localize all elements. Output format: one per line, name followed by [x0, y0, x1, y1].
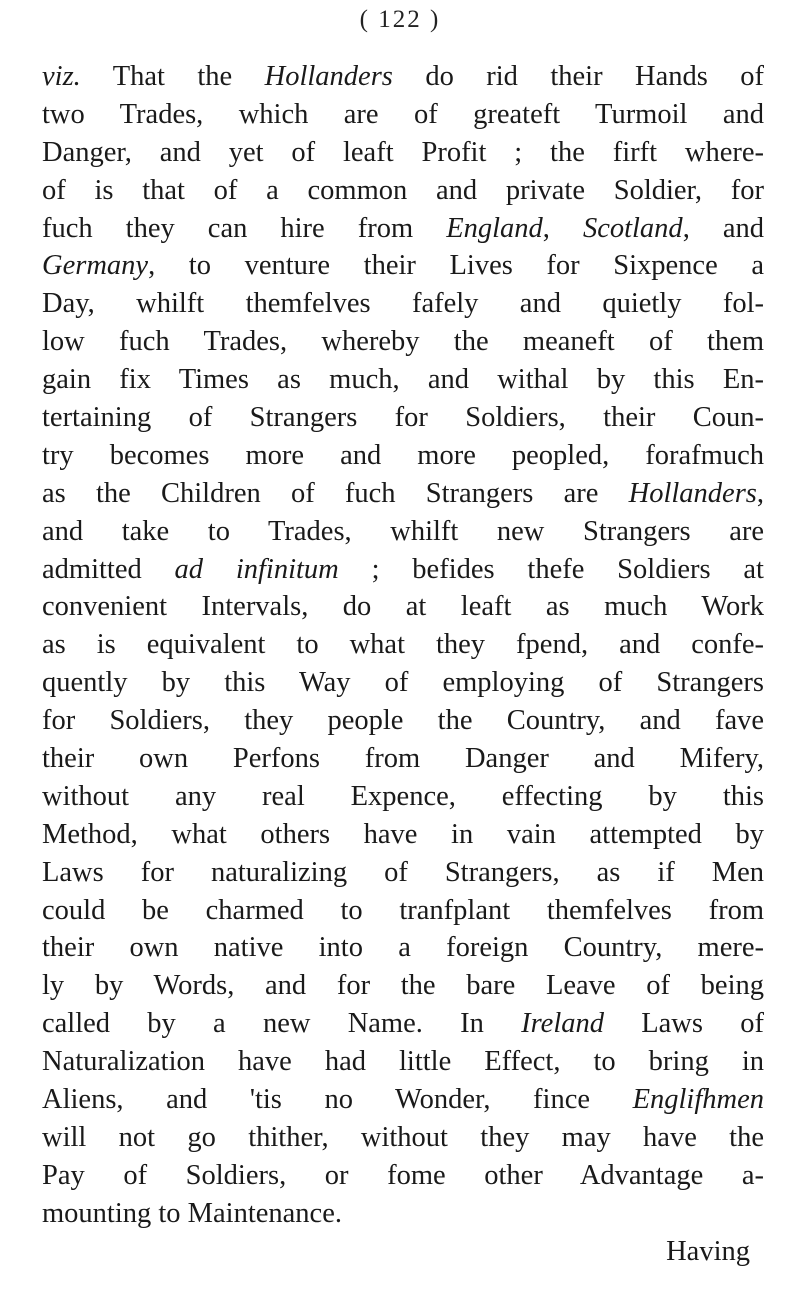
text-run: Method, what others have in vain attempted by: [42, 818, 764, 850]
text-line: [42, 626, 764, 664]
text-run: low fuch Trades, whereby the meaneft of them: [42, 326, 764, 358]
text-run: ly by Words, and for the bare Leave of being: [42, 970, 764, 1002]
text-run: mounting to Maintenance.: [42, 1197, 342, 1229]
text-line: [42, 1081, 764, 1119]
text-line: [42, 96, 764, 134]
text-run: admitted: [42, 553, 175, 585]
text-run: for Soldiers, they people the Country, and fave: [42, 705, 764, 737]
italic-text: ad infinitum: [174, 553, 339, 585]
text-run: quently by this Way of employing of Strangers: [42, 667, 764, 699]
text-run: convenient Intervals, do at leaft as much Work: [42, 591, 764, 623]
text-line: [42, 513, 764, 551]
text-line: [42, 247, 764, 285]
text-line: [42, 1005, 764, 1043]
text-run: Naturalization have had little Effect, to bring in: [42, 1046, 764, 1078]
text-run: Laws for naturalizing of Strangers, as if Men: [42, 856, 764, 888]
italic-text: Englifhmen: [632, 1084, 764, 1116]
text-run: That the: [80, 61, 265, 92]
italic-text: Germany: [42, 250, 149, 282]
text-line: [42, 361, 764, 399]
text-run: do rid their Hands of: [392, 61, 765, 92]
text-line: [42, 551, 764, 589]
text-run: Day, whilft themfelves fafely and quietly fol-: [42, 288, 764, 320]
text-line: [42, 323, 764, 361]
italic-text: Ireland: [521, 1008, 604, 1040]
italic-text: England: [446, 212, 543, 244]
italic-text: Hollanders: [264, 61, 393, 92]
text-line: [42, 475, 764, 513]
text-run: ,: [756, 477, 764, 509]
text-line: [42, 854, 764, 892]
text-run: try becomes more and more peopled, forafmuch: [42, 439, 764, 471]
text-run: will not go thither, without they may have the: [42, 1121, 764, 1153]
italic-text: viz.: [42, 61, 81, 92]
text-run: Laws of: [603, 1008, 764, 1040]
text-run: ,: [542, 212, 583, 244]
text-run: as the Children of fuch Strangers are: [42, 477, 629, 509]
text-line: [42, 210, 764, 248]
text-run: Aliens, and 'tis no Wonder, fince: [42, 1084, 633, 1116]
text-run: and take to Trades, whilft new Strangers are: [42, 515, 764, 547]
text-line: [42, 816, 764, 854]
text-run: their own native into a foreign Country, mere-: [42, 932, 764, 964]
text-line: [42, 1119, 764, 1157]
text-line: [42, 172, 764, 210]
text-run: ; befides thefe Soldiers at: [338, 553, 764, 585]
text-run: tertaining of Strangers for Soldiers, their Coun-: [42, 402, 764, 434]
italic-text: Scotland: [582, 212, 683, 244]
text-line: [42, 588, 764, 626]
text-line: [42, 437, 764, 475]
text-run: fuch they can hire from: [42, 212, 447, 244]
text-line: [42, 58, 764, 96]
text-run: gain fix Times as much, and withal by this En-: [42, 364, 764, 396]
text-run: , and: [682, 212, 765, 244]
text-run: two Trades, which are of greateft Turmoil and: [42, 98, 764, 130]
text-line: [42, 1043, 764, 1081]
text-line: [42, 399, 764, 437]
text-run: of is that of a common and private Soldier, for: [42, 174, 764, 206]
text-line: [42, 134, 764, 172]
text-line: [42, 929, 764, 967]
text-run: , to venture their Lives for Sixpence a: [148, 250, 764, 282]
catchword: Having: [666, 1235, 750, 1267]
text-line: [42, 1195, 764, 1233]
text-line: [42, 778, 764, 816]
text-line: [42, 664, 764, 702]
text-run: as is equivalent to what they fpend, and confe-: [42, 629, 764, 661]
text-line: [42, 967, 764, 1005]
body-text: [42, 58, 764, 1271]
text-line: [42, 740, 764, 778]
text-run: their own Perfons from Danger and Mifery,: [42, 743, 764, 775]
text-line: [42, 892, 764, 930]
text-run: could be charmed to tranfplant themfelves from: [42, 894, 764, 926]
page-number: ( 122 ): [359, 6, 441, 33]
text-line: [42, 1157, 764, 1195]
text-run: without any real Expence, effecting by this: [42, 780, 764, 812]
text-run: called by a new Name. In: [42, 1008, 522, 1040]
italic-text: Hollanders: [628, 477, 757, 509]
text-line: [42, 702, 764, 740]
text-line: [42, 285, 764, 323]
text-run: Pay of Soldiers, or fome other Advantage a-: [42, 1159, 764, 1191]
text-run: Danger, and yet of leaft Profit ; the firft where-: [42, 136, 764, 168]
